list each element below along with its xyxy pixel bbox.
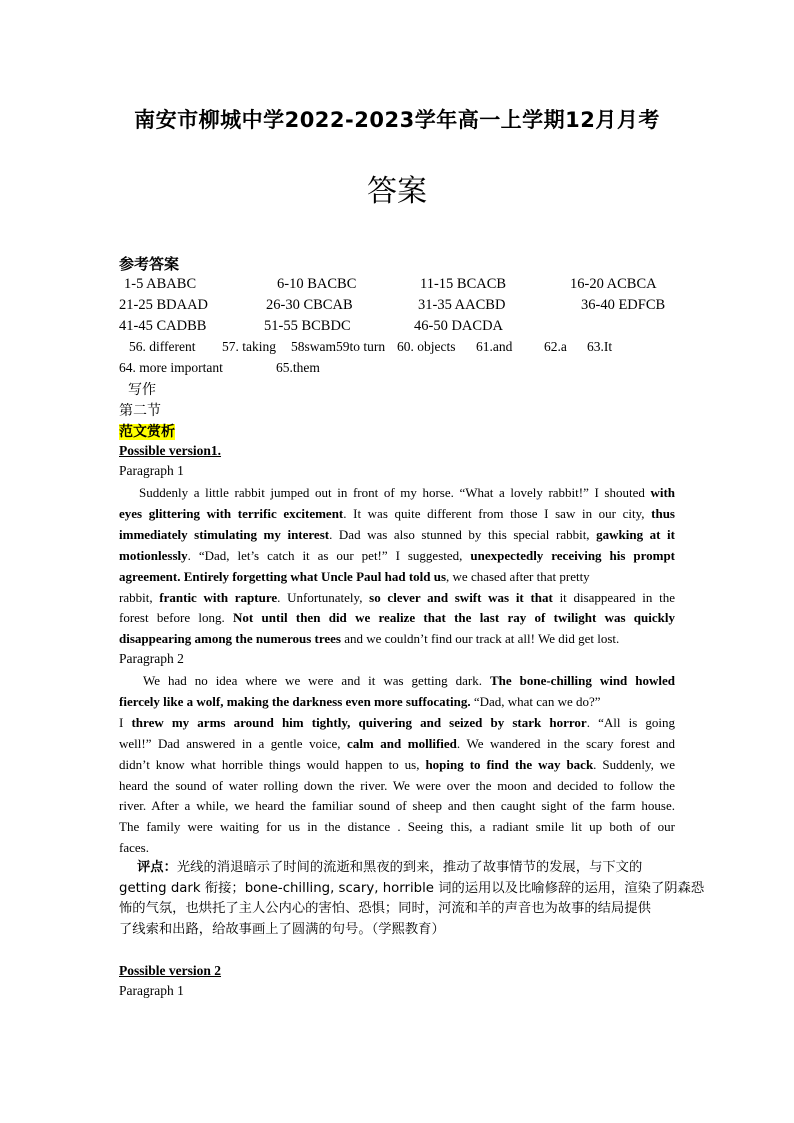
text-line: motionlessly. “Dad, let’s catch it as our pet!” I suggested, unexpectedly receiving his prompt — [119, 547, 676, 563]
text-line: fiercely like a wolf, making the darkness even more suffocating. “Dad, what can we do?” — [119, 693, 601, 709]
comment-label: 评点： — [137, 860, 177, 875]
answer-57: 57. taking — [222, 339, 276, 354]
text-line: faces. — [119, 840, 149, 856]
answer-62: 62.a — [544, 339, 567, 354]
answer-51-55: 51-55 BCBDC — [264, 318, 351, 334]
answer-26-30: 26-30 CBCAB — [266, 297, 353, 313]
comment-line: 怖的气氛，也烘托了主人公内心的害怕、恐惧；同时，河流和羊的声音也为故事的结局提供 — [119, 901, 651, 916]
section-label: 第二节 — [119, 403, 161, 419]
text-line: well!” Dad answered in a gentle voice, calm and mollified. We wandered in the scary forest and — [119, 735, 675, 751]
model-essay-highlight: 范文赏析 — [119, 424, 175, 440]
version1-paragraph2-label: Paragraph 2 — [119, 651, 184, 666]
answer-1-5: 1-5 ABABC — [124, 276, 197, 292]
comment-line: getting dark 衔接；bone-chilling, scary, horrible 词的运用以及比喻修辞的运用，渲染了阴森恐 — [119, 880, 705, 896]
version2-paragraph1-label: Paragraph 1 — [119, 983, 184, 998]
text-line: Suddenly a little rabbit jumped out in front of my horse. “What a lovely rabbit!” I shouted with — [139, 485, 675, 500]
comment-line: 了线索和出路，给故事画上了圆满的句号。（学熙教育） — [119, 921, 445, 937]
version1-paragraph1-label: Paragraph 1 — [119, 463, 184, 478]
writing-label: 写作 — [128, 382, 156, 398]
text-line: rabbit, frantic with rapture. Unfortunately, so clever and swift was it that it disappeared in the — [119, 589, 675, 605]
version1-paragraph2 — [119, 671, 675, 859]
answer-11-15: 11-15 BCACB — [420, 276, 507, 292]
version1-paragraph1 — [119, 483, 675, 650]
version2-heading: Possible version 2 — [119, 963, 222, 978]
answer-16-20: 16-20 ACBCA — [570, 276, 657, 292]
model-essay-label — [119, 421, 175, 441]
version1-heading: Possible version1. — [119, 443, 222, 458]
answer-61: 61.and — [476, 339, 513, 354]
text-line: heard the sound of water rolling down the river. We were over the moon and decided to follow the — [119, 777, 675, 793]
answer-63: 63.It — [587, 339, 613, 354]
answer-60: 60. objects — [397, 339, 456, 354]
page-subtitle: 答案 — [367, 174, 427, 209]
answer-59: 59to turn — [336, 339, 386, 354]
answer-46-50: 46-50 DACDA — [414, 318, 504, 334]
text-line: river. After a while, we heard the familiar sound of sheep and then caught sight of the farm house. — [119, 798, 675, 814]
version1-comment — [119, 858, 705, 940]
text-line: We had no idea where we were and it was getting dark. The bone-chilling wind howled — [143, 673, 675, 688]
answer-6-10: 6-10 BACBC — [277, 276, 357, 292]
answer-31-35: 31-35 AACBD — [418, 297, 506, 313]
text-line: I threw my arms around him tightly, quivering and seized by stark horror. “All is going — [119, 714, 675, 730]
page-title: 南安市柳城中学2022-2023学年高一上学期12月月考 — [134, 108, 660, 132]
answer-56: 56. different — [129, 339, 196, 354]
answer-58: 58swam — [291, 339, 336, 354]
text-line: The family were waiting for us in the distance . Seeing this, a radiant smile lit up both of our — [119, 819, 675, 835]
answer-41-45: 41-45 CADBB — [119, 318, 207, 334]
answer-21-25: 21-25 BDAAD — [119, 297, 209, 313]
text-line: eyes glittering with terrific excitement. It was quite different from those I saw in our city, thus — [119, 505, 675, 521]
answer-65: 65.them — [276, 360, 320, 375]
reference-answer-label: 参考答案 — [119, 255, 180, 273]
text-line: disappearing among the numerous trees and we couldn’t find our track at all! We did get lost. — [119, 631, 620, 647]
text-line: agreement. Entirely forgetting what Uncle Paul had told us, we chased after that pretty — [119, 568, 590, 584]
text-line: immediately stimulating my interest. Dad was also stunned by this special rabbit, gawking at it — [119, 526, 675, 542]
text-line: forest before long. Not until then did we realize that the last ray of twilight was quickly — [119, 610, 675, 626]
answer-36-40: 36-40 EDFCB — [581, 297, 666, 313]
comment-line: 评点：光线的消退暗示了时间的流逝和黑夜的到来，推动了故事情节的发展，与下文的 — [137, 860, 643, 875]
text-line: didn’t know what horrible things would happen to us, hoping to find the way back. Suddenly, we — [119, 756, 675, 772]
answer-64: 64. more important — [119, 360, 223, 375]
